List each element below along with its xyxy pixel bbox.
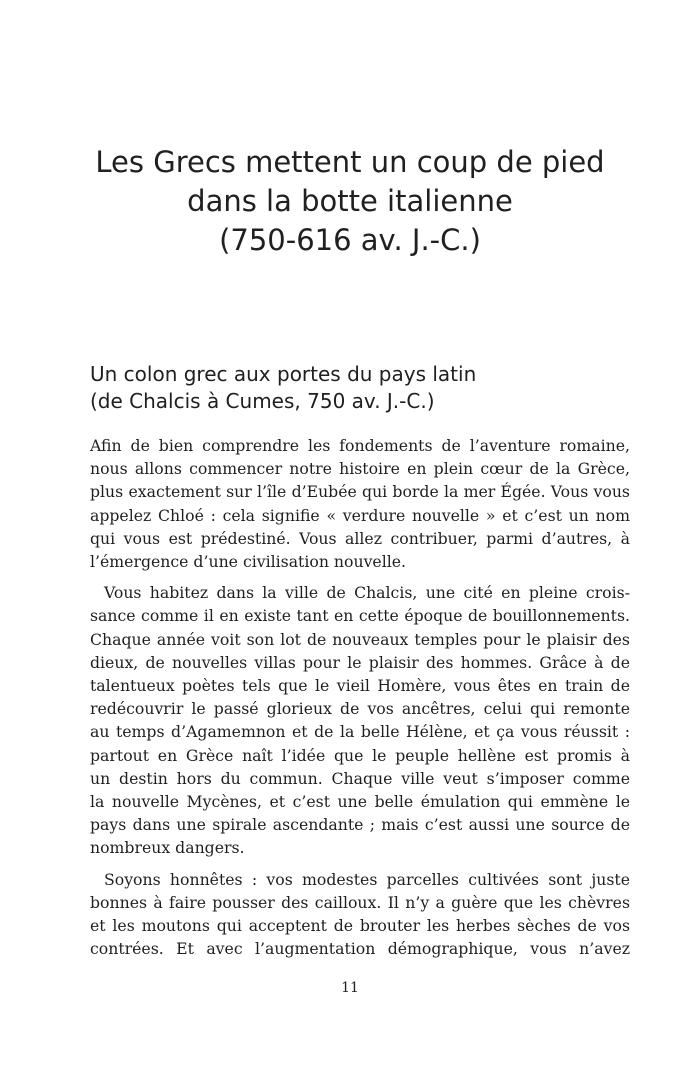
paragraph	[90, 581, 630, 859]
section-heading	[90, 361, 630, 415]
chapter-title-line: (750-616 av. J.-C.)	[219, 223, 481, 257]
text-line: Vous habitez dans la ville de Chalcis, une cité en pleine crois-	[104, 583, 630, 603]
text-line: la nouvelle Mycènes, et c’est une belle émulation qui emmène le	[90, 792, 630, 812]
text-line: Afin de bien comprendre les fondements de l’aventure romaine,	[90, 436, 630, 455]
text-line: un destin hors du commun. Chaque ville veut s’imposer comme	[90, 768, 630, 788]
text-line: plus exactement sur l’île d’Eubée qui borde la mer Égée. Vous vous	[90, 482, 630, 502]
text-line: l’émergence d’une civilisation nouvelle.	[90, 552, 407, 572]
section-heading-line: Un colon grec aux portes du pays latin	[90, 362, 477, 386]
text-line: sance comme il en existe tant en cette époque de bouillonnements.	[90, 606, 630, 626]
section-heading-line: (de Chalcis à Cumes, 750 av. J.-C.)	[90, 389, 435, 413]
text-line: talentueux poètes tels que le vieil Homère, vous êtes en train de	[90, 676, 630, 696]
text-line: contrées. Et avec l’augmentation démographique, vous n’avez	[90, 939, 630, 959]
text-line: qui vous est prédestiné. Vous allez contribuer, parmi d’autres, à	[90, 528, 630, 548]
text-line: appelez Chloé : cela signifie « verdure nouvelle » et c’est un nom	[90, 505, 630, 525]
text-line: Chaque année voit son lot de nouveaux temples pour le plaisir des	[90, 629, 630, 649]
text-line: nous allons commencer notre histoire en plein cœur de la Grèce,	[90, 459, 630, 479]
chapter-title	[60, 143, 640, 260]
text-line: pays dans une spirale ascendante ; mais c’est aussi une source de	[90, 815, 630, 835]
text-line: redécouvrir le passé glorieux de vos ancêtres, celui qui remonte	[90, 699, 630, 719]
text-line: partout en Grèce naît l’idée que le peuple hellène est promis à	[90, 745, 630, 765]
page-number: 11	[341, 980, 359, 996]
text-line: au temps d’Agamemnon et de la belle Hélène, et ça vous réussit :	[90, 722, 630, 742]
paragraph	[90, 868, 630, 961]
text-line: dieux, de nouvelles villas pour le plaisir des hommes. Grâce à de	[90, 652, 630, 672]
text-line: et les moutons qui acceptent de brouter les herbes sèches de vos	[90, 916, 630, 936]
chapter-title-line: Les Grecs mettent un coup de pied	[95, 145, 605, 179]
chapter-title-line: dans la botte italienne	[187, 184, 513, 218]
body-text	[90, 434, 630, 968]
text-line: nombreux dangers.	[90, 838, 245, 858]
paragraph	[90, 434, 630, 573]
text-line: Soyons honnêtes : vos modestes parcelles cultivées sont juste	[104, 869, 630, 889]
text-line: bonnes à faire pousser des cailloux. Il n’y a guère que les chèvres	[90, 892, 630, 912]
